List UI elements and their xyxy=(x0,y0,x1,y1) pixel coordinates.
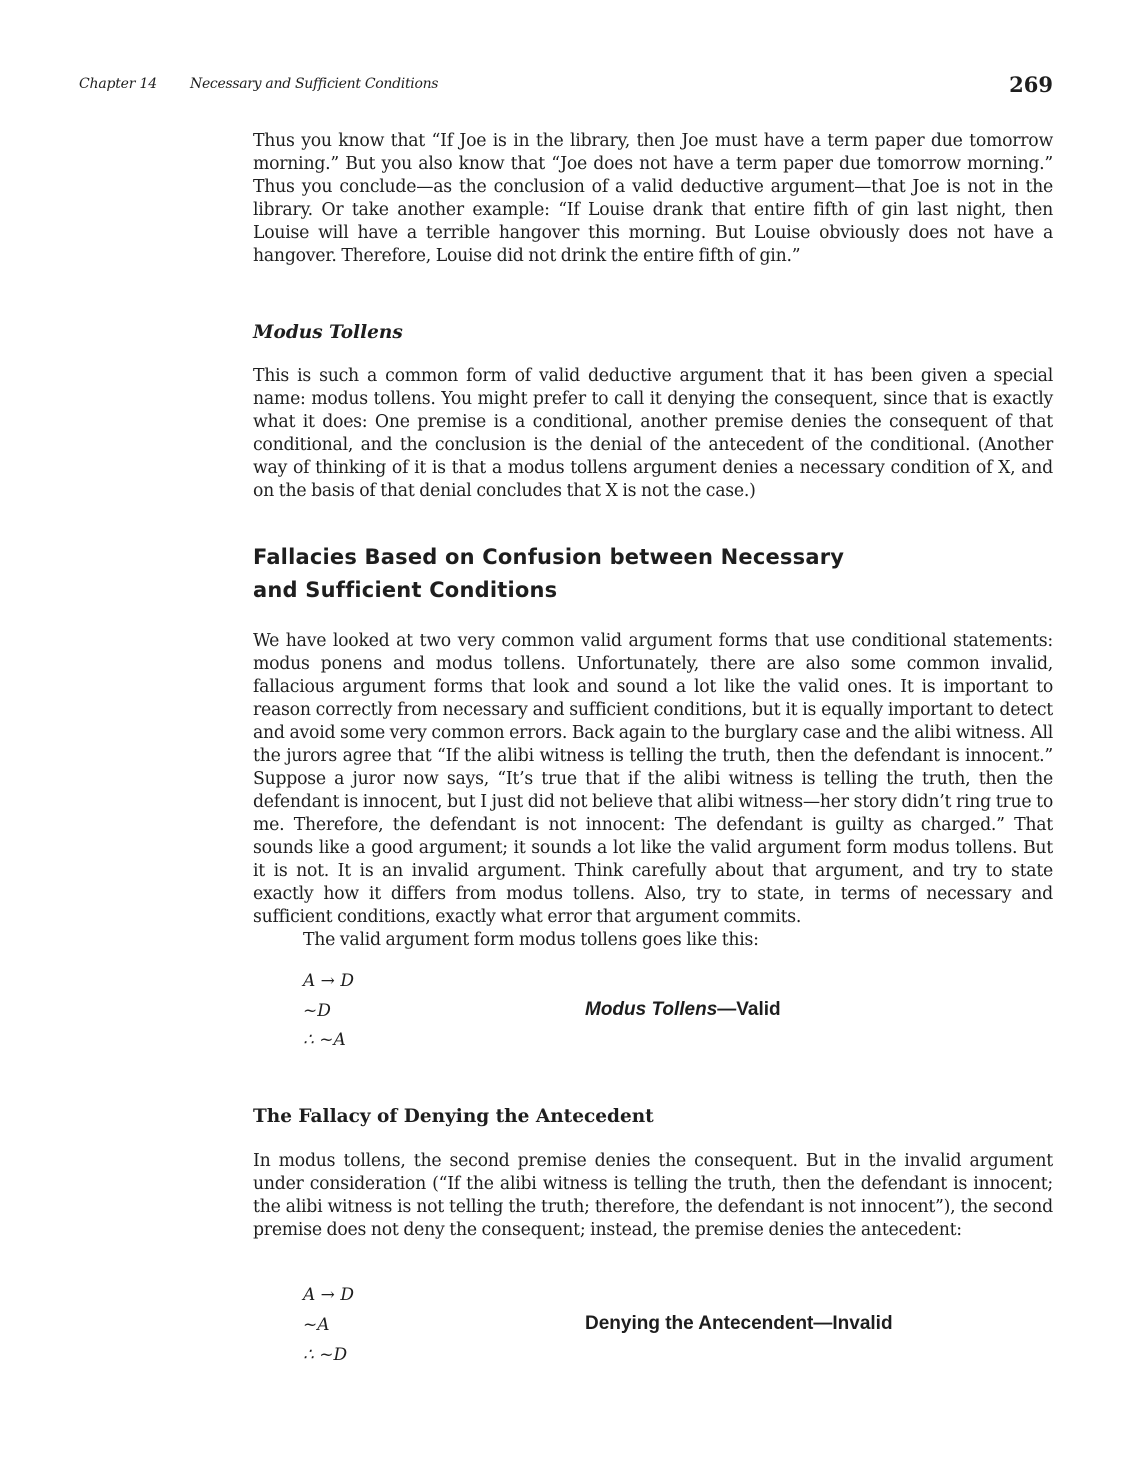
paragraph-alibi-witness xyxy=(253,630,1053,952)
schema1-label-name: Modus Tollens xyxy=(585,999,718,1020)
paragraph-text-intro-schema: The valid argument form modus tollens goes like this: xyxy=(303,930,759,950)
schema1-premise-2: ~D xyxy=(303,1001,331,1021)
schema1-label-verdict: —Valid xyxy=(717,999,781,1020)
section-heading-line-1: Fallacies Based on Confusion between Necessary xyxy=(253,545,845,569)
subheading-modus-tollens: Modus Tollens xyxy=(253,322,403,343)
paragraph-joe-louise xyxy=(253,130,1053,268)
schema1-premise-1: A → D xyxy=(303,971,354,991)
schema2-premise-2: ~A xyxy=(303,1315,330,1335)
running-head-chapter: Chapter 14 xyxy=(79,76,157,92)
section-heading-line-2: and Sufficient Conditions xyxy=(253,578,558,602)
schema2-conclusion: ∴ ~D xyxy=(303,1345,348,1365)
schema1-conclusion: ∴ ~A xyxy=(303,1030,346,1050)
paragraph-text: This is such a common form of valid deductive argument that it has been given a special name: modus tollens. You might prefer to call it denying the consequent, since that is exactly what it does: One premise is a conditional, another premise denies the consequent of that conditional, and the conclusion is the denial of the antecedent of the conditional. (Another way of thinking of it is that a modus tollens argument denies a necessary condition of X, and on the basis of that denial concludes that X is not the case.) xyxy=(253,366,1053,501)
schema2-label: Denying the Antecendent—Invalid xyxy=(585,1313,893,1334)
paragraph-modus-tollens-definition xyxy=(253,365,1053,503)
paragraph-denying-antecedent xyxy=(253,1150,1053,1242)
schema2-premise-1: A → D xyxy=(303,1285,354,1305)
section-heading xyxy=(253,541,973,607)
page-number: 269 xyxy=(1009,72,1053,97)
paragraph-text: Thus you know that “If Joe is in the library, then Joe must have a term paper due tomorrow morning.” But you also know that “Joe does not have a term paper due tomorrow morning.” Thus you conclude—as the conclusion of a valid deductive argument—that Joe is not in the library. Or take another example: “If Louise drank that entire fifth of gin last night, then Louise will have a terrible hangover this morning. But Louise obviously does not have a hangover. Therefore, Louise did not drink the entire fifth of gin.” xyxy=(253,131,1053,266)
paragraph-text: We have looked at two very common valid argument forms that use conditional statements: modus ponens and modus tollens. Unfortunately, there are also some common invalid, fallacious argument forms that look and sound a lot like the valid ones. It is important to reason correctly from necessary and sufficient conditions, but it is equally important to detect and avoid some very common errors. Back again to the burglary case and the alibi witness. All the jurors agree that “If the alibi witness is telling the truth, then the defendant is innocent.” Suppose a juror now says, “It’s true that if the alibi witness is telling the truth, then the defendant is innocent, but I just did not believe that alibi witness—her story didn’t ring true to me. Therefore, the defendant is not innocent: The defendant is guilty as charged.” That sounds like a good argument; it sounds a lot like the valid argument form modus tollens. But it is not. It is an invalid argument. Think carefully about that argument, and try to state exactly how it differs from modus tollens. Also, try to state, in terms of necessary and sufficient conditions, exactly what error that argument commits. xyxy=(253,631,1053,927)
running-head-title: Necessary and Sufficient Conditions xyxy=(190,76,439,92)
paragraph-text: In modus tollens, the second premise denies the consequent. But in the invalid argument under consideration (“If the alibi witness is telling the truth, then the defendant is innocent; the alibi witness is not telling the truth; therefore, the defendant is not innocent”), the second premise does not deny the consequent; instead, the premise denies the antecedent: xyxy=(253,1151,1053,1240)
schema1-label xyxy=(585,999,781,1021)
subheading-denying-antecedent: The Fallacy of Denying the Antecedent xyxy=(253,1106,654,1127)
